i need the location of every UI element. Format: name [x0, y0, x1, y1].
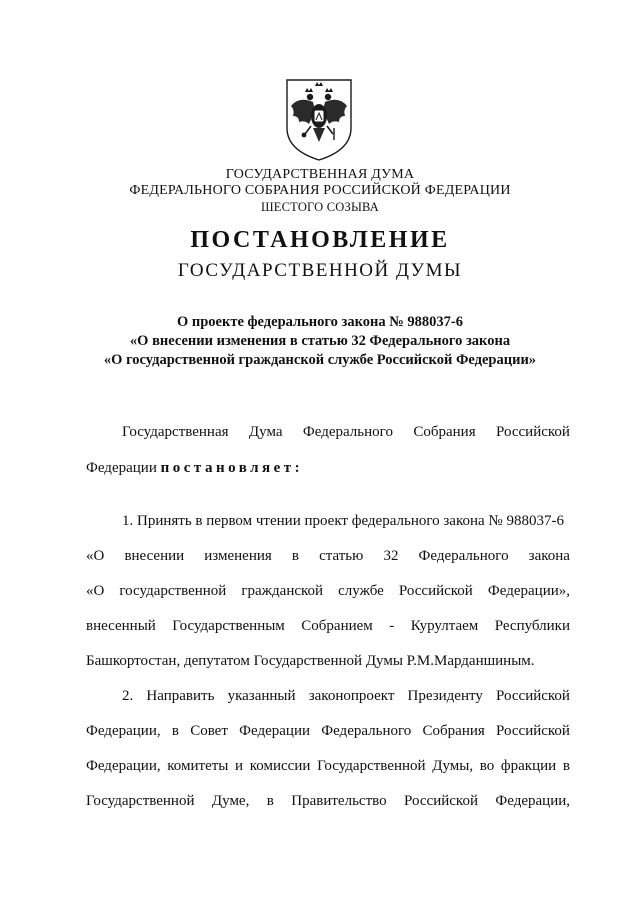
word: в	[171, 723, 179, 739]
word: Федерации,	[495, 793, 570, 809]
word: Собранием	[301, 618, 373, 634]
preamble-federation-text: Федерации	[86, 460, 161, 476]
subject-line-3: «О государственной гражданской службе Российской Федерации»	[103, 352, 537, 368]
word: Федерации	[239, 723, 310, 739]
word: «О	[86, 548, 105, 564]
item1-line-1: 1. Принять в первом чтении проект федерального закона № 988037-6	[122, 513, 564, 529]
item2-line-4	[86, 792, 570, 810]
word: Направить	[146, 688, 215, 704]
word: гражданской	[241, 583, 324, 599]
word: Российской	[496, 688, 570, 704]
item1-line-2	[86, 547, 570, 565]
word: службе	[338, 583, 384, 599]
word: Российской	[496, 723, 570, 739]
word: Думы,	[432, 758, 474, 774]
word: Государственным	[172, 618, 285, 634]
word: Федерального	[321, 723, 412, 739]
issuer-line-1: ГОСУДАРСТВЕННАЯ ДУМА	[225, 167, 415, 182]
word: 2.	[122, 688, 134, 704]
word: Собрания	[413, 424, 476, 440]
word: и	[235, 758, 244, 774]
issuer-line-2: ФЕДЕРАЛЬНОГО СОБРАНИЯ РОССИЙСКОЙ ФЕДЕРАЦИИ	[129, 183, 511, 198]
item2-line-2	[86, 722, 570, 740]
item2-line-3	[86, 757, 570, 775]
issuer-header	[0, 167, 640, 215]
document-subtitle: ГОСУДАРСТВЕННОЙ ДУМЫ	[177, 260, 463, 281]
word: Федерации,	[86, 723, 161, 739]
word: Республики	[494, 618, 570, 634]
word: комиссии	[249, 758, 311, 774]
word: Российской	[496, 424, 570, 440]
word: Совет	[190, 723, 228, 739]
word: внесении	[124, 548, 185, 564]
word: Дума	[248, 424, 283, 440]
word: комитеты	[167, 758, 229, 774]
word: Федерального	[302, 424, 393, 440]
subject-line-1: О проекте федерального закона № 988037-6	[176, 314, 464, 330]
word: государственной	[119, 583, 227, 599]
preamble-line-1	[122, 423, 570, 441]
word: в	[291, 548, 299, 564]
word: Российской	[404, 793, 478, 809]
word: во	[479, 758, 495, 774]
word: Государственной	[317, 758, 426, 774]
word: Федерации»,	[487, 583, 570, 599]
word: Федерального	[418, 548, 509, 564]
decree-verb: постановляет:	[160, 460, 304, 476]
item1-line-5: Башкортостан, депутатом Государственной Думы Р.М.Марданшиным.	[86, 653, 535, 669]
item2-line-1	[122, 687, 570, 705]
word: законопроект	[308, 688, 395, 704]
word: 32	[383, 548, 399, 564]
word: изменения	[204, 548, 272, 564]
preamble-line-2	[86, 459, 570, 477]
word: -	[389, 618, 395, 634]
document-title: ПОСТАНОВЛЕНИЕ	[190, 227, 450, 253]
word: Правительство	[291, 793, 387, 809]
word: в	[266, 793, 274, 809]
word: Российской	[398, 583, 473, 599]
item1-line-4	[86, 617, 570, 635]
word: Государственной	[86, 793, 195, 809]
issuer-line-3: ШЕСТОГО СОЗЫВА	[260, 200, 380, 214]
word: указанный	[227, 688, 296, 704]
item1-line-3	[86, 582, 570, 600]
word: Курултаем	[410, 618, 479, 634]
word: «О	[86, 583, 105, 599]
word: Государственная	[122, 424, 229, 440]
word: Думе,	[211, 793, 250, 809]
subject-line-2: «О внесении изменения в статью 32 Федерального закона	[129, 333, 511, 349]
word: статью	[319, 548, 364, 564]
word: в	[562, 758, 570, 774]
word: внесенный	[86, 618, 156, 634]
document-subject	[0, 313, 640, 370]
word: фракции	[500, 758, 557, 774]
word: Федерации,	[86, 758, 161, 774]
coat-of-arms-emblem	[283, 76, 355, 162]
word: Президенту	[407, 688, 483, 704]
word: закона	[528, 548, 570, 564]
word: Собрания	[422, 723, 485, 739]
